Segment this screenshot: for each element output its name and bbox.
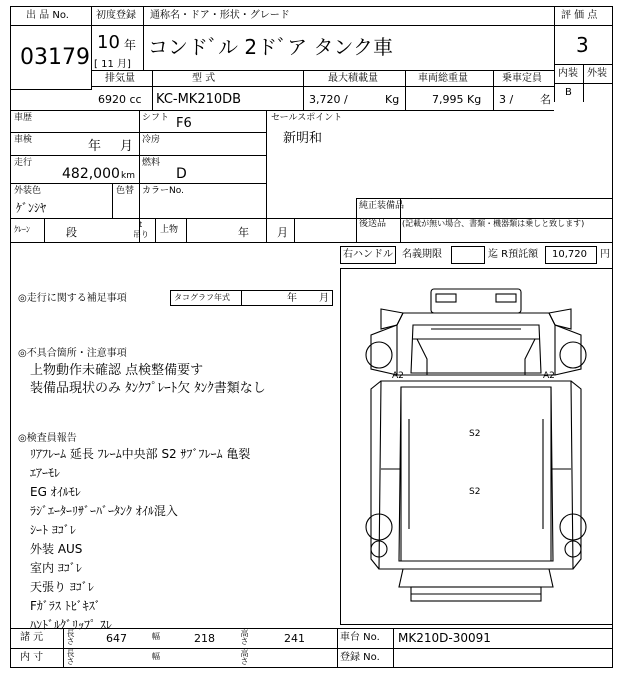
fuel-value: D (176, 166, 187, 182)
damage-mark: A2 (392, 371, 404, 381)
inspector-line: 外装 AUS (30, 542, 83, 556)
displacement-value: 6920 cc (98, 93, 142, 106)
damage-mark: A2 (543, 371, 555, 381)
recycle-fee: 10,720 (552, 249, 587, 260)
max-load-label: 最大積載量 (328, 73, 378, 84)
inspector-line: ﾊﾝﾄﾞﾙｸﾞﾘｯﾌﾟ ｽﾚ (30, 618, 112, 632)
upper-label: 上物 (160, 225, 179, 235)
tacho-label: タコグラフ年式 (174, 293, 230, 302)
color-change-label: 色替 (116, 186, 135, 196)
truck-outline-svg (341, 269, 612, 624)
defect-line: 装備品現状のみ ﾀﾝｸﾌﾟﾚｰﾄ欠 ﾀﾝｸ書類なし (30, 381, 266, 396)
inspector-line: 室内 ﾖｺﾞﾚ (30, 561, 82, 575)
name-change-label: 名義期限 (402, 249, 442, 260)
gross-weight-value: 7,995 Kg (432, 93, 482, 106)
model-value: KC-MK210DB (156, 92, 242, 107)
inspector-line: EG ｵｲﾙﾓﾚ (30, 485, 81, 499)
exterior-color-label: 外装色 (14, 186, 42, 196)
damage-diagram (340, 268, 613, 625)
capacity-label: 乗車定員 (502, 73, 542, 84)
upper-month: 月 (277, 226, 288, 239)
width-label: 幅 (152, 632, 160, 641)
defects-label: ◎不具合箇所・注意事項 (18, 348, 127, 359)
height-label: 高さ (240, 629, 249, 645)
height-label: 高さ (240, 649, 249, 665)
mileage-label: 走行 (14, 158, 33, 168)
width-label: 幅 (152, 652, 160, 661)
lot-number: 03179 (20, 45, 90, 70)
inspection-month: 月 (120, 139, 134, 154)
inspector-label: ◎検査員報告 (18, 433, 77, 444)
interior-label: 内装 (558, 68, 578, 79)
ac-label: 冷房 (142, 135, 161, 145)
score-value: 3 (576, 33, 589, 57)
name-label: 通称名・ドア・形状・グレード (150, 10, 290, 21)
inspection-year: 年 (88, 139, 102, 154)
gross-weight-label: 車両総重量 (418, 73, 468, 84)
sales-point-text: 新明和 (283, 131, 323, 146)
model-name: コンドﾞル 2ドﾞア タンク車 (148, 35, 394, 59)
crane-ton: t (139, 220, 143, 229)
shift-value: F6 (176, 116, 192, 131)
chassis-number: MK210D-30091 (398, 631, 491, 645)
chassis-label: 車台 No. (340, 632, 380, 643)
model-label: 型 式 (192, 73, 216, 84)
interior-dims-label: 内 寸 (20, 652, 44, 663)
inspector-line: ｴｱｰﾓﾚ (30, 466, 61, 480)
capacity-unit: 名 (540, 93, 551, 106)
inspector-line: ﾘｱﾌﾚｰﾑ 延長 ﾌﾚｰﾑ中央部 S2 ｻﾌﾞﾌﾚｰﾑ 亀裂 (30, 447, 251, 461)
reg-number-label: 登録 No. (340, 652, 380, 663)
aftermarket-note: (記載が無い場合、書類・機器類は乗しと致します) (402, 219, 585, 228)
recycle-label: 迄 R預託額 (488, 249, 539, 260)
score-label: 評 価 点 (561, 10, 598, 21)
color-code-label: カラーNo. (142, 186, 184, 196)
inspector-line: 天張り ﾖｺﾞﾚ (30, 580, 94, 594)
aftermarket-label: 後送品 (359, 219, 387, 229)
crane-stage: 段 (66, 226, 77, 239)
max-load-unit: Kg (385, 93, 400, 106)
max-load-value: 3,720 / (309, 93, 348, 106)
inspector-line: ｼｰﾄ ﾖｺﾞﾚ (30, 523, 76, 537)
interior-grade: B (565, 87, 572, 98)
reg-year: 10 (97, 32, 120, 53)
tacho-year: 年 (287, 293, 297, 304)
shift-label: シフト (142, 113, 170, 123)
fuel-label: 燃料 (142, 158, 161, 168)
steering-value: 右ハンドル (343, 249, 393, 260)
specs-label: 諸 元 (20, 632, 44, 643)
damage-mark: S2 (469, 487, 481, 497)
damage-mark: S2 (469, 429, 481, 439)
length-label: 長さ (66, 629, 75, 645)
reg-year-unit: 年 (124, 38, 137, 52)
exterior-color-value: ｹﾞﾝｼﾔ (16, 201, 47, 215)
lot-label: 出 品 No. (26, 10, 69, 21)
capacity-value: 3 / (499, 93, 514, 106)
crane-lift: 吊り (133, 230, 149, 239)
yen-unit: 円 (600, 249, 610, 260)
first-reg-label: 初度登録 (96, 10, 136, 21)
upper-year: 年 (238, 226, 249, 239)
name-change-box (451, 246, 485, 264)
inspection-label: 車検 (14, 135, 33, 145)
driving-notes-label: ◎走行に関する補足事項 (18, 293, 127, 304)
equipment-label: 純正装備品 (359, 201, 405, 211)
inspector-line: ﾗｼﾞｴｰﾀｰﾘｻﾞｰﾊﾞｰﾀﾝｸ ｵｲﾙ混入 (30, 504, 178, 518)
reg-month: [ 11 月] (94, 59, 131, 70)
length-label: 長さ (66, 649, 75, 665)
height-value: 241 (284, 632, 305, 645)
inspector-line: Fｶﾞﾗｽ ﾄﾋﾞｷｽﾞ (30, 599, 101, 613)
mileage-unit: km (121, 171, 135, 181)
width-value: 218 (194, 632, 215, 645)
history-label: 車歴 (14, 113, 33, 123)
displacement-label: 排気量 (105, 73, 135, 84)
length-value: 647 (106, 632, 127, 645)
crane-label: ｸﾚｰﾝ (14, 225, 30, 234)
defect-line: 上物動作未確認 点検整備要す (30, 363, 204, 378)
mileage-value: 482,000 (62, 166, 120, 182)
tacho-month: 月 (319, 293, 329, 304)
sales-point-label: セールスポイント (271, 113, 343, 123)
exterior-label: 外装 (587, 68, 607, 79)
